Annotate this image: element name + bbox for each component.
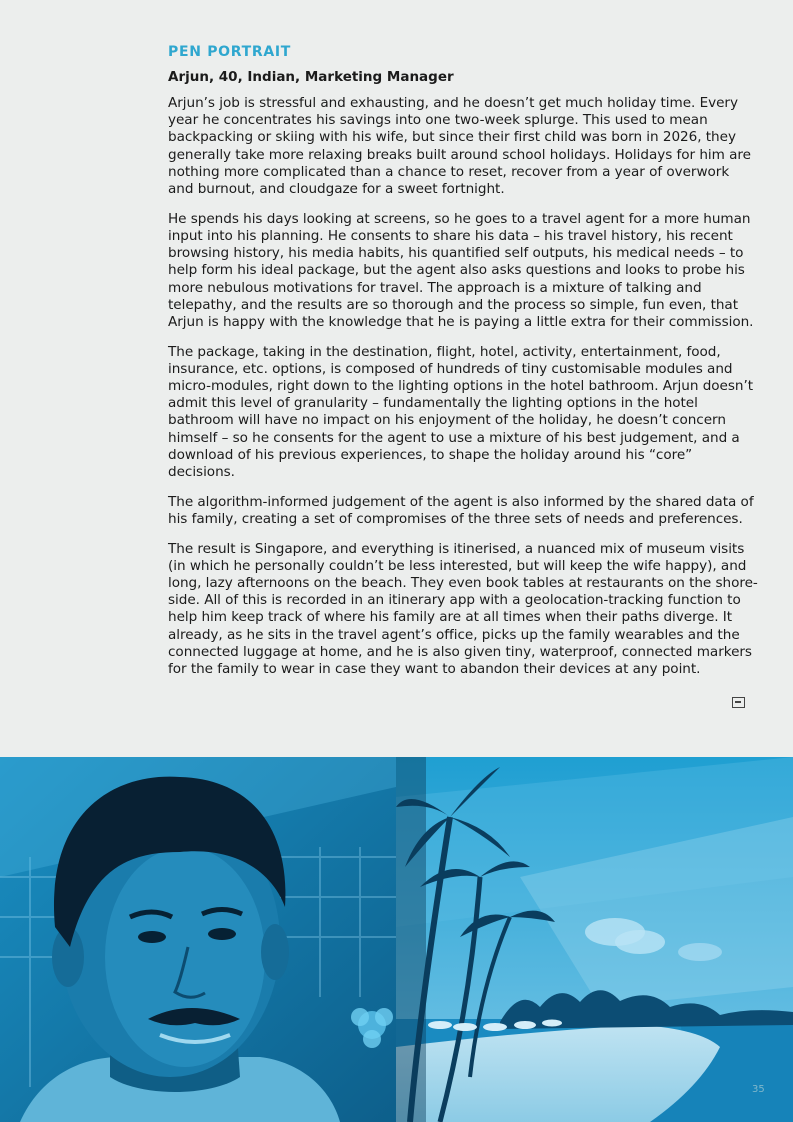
section-label: PEN PORTRAIT <box>168 44 292 60</box>
paragraph-5: The result is Singapore, and everything is itinerised, a nuanced mix of museum visits (in which he personally couldn’t be less interested, but will keep the wife happy), and long, lazy afternoons on the beach. They even book tables at restaurants on the shore-side. All of this is recorded in an itinerary app with a geolocation-tracking function to help him keep track of where his family are at all times when their paths diverge. It already, as he sits in the travel agent’s office, picks up the family wearables and the connected luggage at home, and he is also given tiny, waterproof, connected markers for the family to wear in case they want to abandon their devices at any point. <box>168 540 758 678</box>
paragraph-2: He spends his days looking at screens, so he goes to a travel agent for a more human input into his planning. He consents to share his data – his travel history, his recent browsing history, his media habits, his quantified self outputs, his medical needs – to help form his ideal package, but the agent also asks questions and looks to probe his more nebulous motivations for travel. The approach is a mixture of talking and telepathy, and the results are so thorough and the process so simple, fun even, that Arjun is happy with the knowledge that he is paying a little extra for their commission. <box>168 210 754 330</box>
end-of-article-icon <box>732 697 745 708</box>
article <box>168 44 758 691</box>
portrait-photo <box>0 757 396 1122</box>
paragraph-1: Arjun’s job is stressful and exhausting, and he doesn’t get much holiday time. Every year he concentrates his savings into one two-week splurge. This used to mean backpacking or skiing with his wife, but since their first child was born in 2026, they generally take more relaxing breaks built around school holidays. Holidays for him are nothing more complicated than a chance to reset, recover from a year of overwork and burnout, and cloudgaze for a sweet fortnight. <box>168 95 751 198</box>
persona-subtitle: Arjun, 40, Indian, Marketing Manager <box>168 69 454 85</box>
paragraph-3: The package, taking in the destination, flight, hotel, activity, entertainment, food, insurance, etc. options, is composed of hundreds of tiny customisable modules and micro-modules, right down to the lighting options in the hotel bathroom. Arjun doesn’t admit this level of granularity – fundamentally the lighting options in the hotel bathroom will have no impact on his enjoyment of the holiday, he doesn’t concern himself – so he consents for the agent to use a mixture of his best judgement, and a download of his previous experiences, to shape the holiday around his “core” decisions. <box>168 343 753 481</box>
photo-collage <box>0 757 793 1122</box>
paragraph-4: The algorithm-informed judgement of the agent is also informed by the shared data of his family, creating a set of compromises of the three sets of needs and preferences. <box>168 493 754 527</box>
photo-strip <box>0 757 793 1122</box>
beach-photo <box>396 757 793 1122</box>
page-number: 35 <box>752 1084 765 1095</box>
